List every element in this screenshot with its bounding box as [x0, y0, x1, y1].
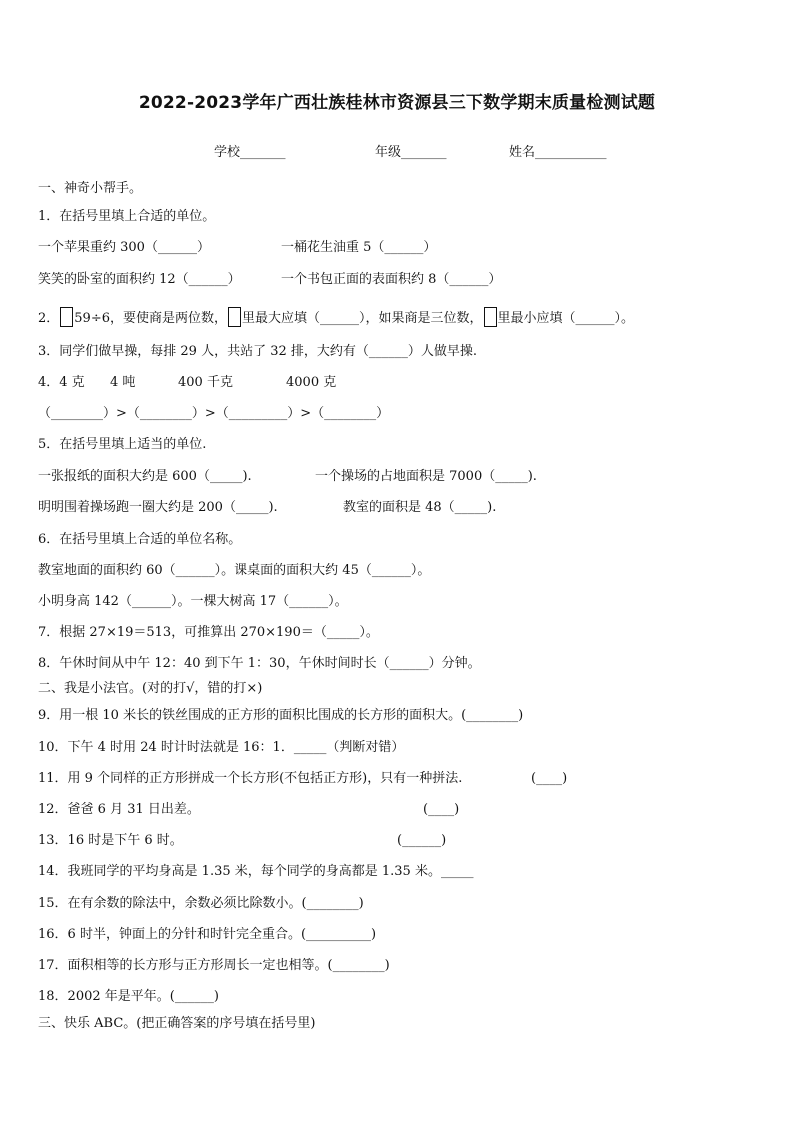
digit-box[interactable]	[60, 307, 73, 327]
digit-box[interactable]	[484, 307, 497, 327]
question-line: 18．2002 年是平年。(______)	[38, 989, 219, 1004]
question-line: 1．在括号里填上合适的单位。	[38, 209, 216, 224]
q2-expression: 59÷6，要使商是两位数，	[74, 311, 227, 326]
q2-number: 2．	[38, 311, 60, 326]
question-line: 15．在有余数的除法中，余数必须比除数小。(________)	[38, 896, 364, 911]
question-line: 12．爸爸 6 月 31 日出差。	[38, 802, 200, 817]
q2-clause-1: 里最大应填（______），如果商是三位数，	[242, 311, 483, 326]
question-line: 11．用 9 个同样的正方形拼成一个长方形(不包括正方形)，只有一种拼法.	[38, 771, 463, 786]
question-line: 4．4 克	[38, 375, 85, 390]
question-line: 16．6 时半，钟面上的分针和时针完全重合。(__________)	[38, 927, 377, 942]
question-line: (______)	[397, 833, 447, 848]
section-heading: 三、快乐 ABC。(把正确答案的序号填在括号里)	[38, 1016, 316, 1031]
section-heading: 二、我是小法官。(对的打√，错的打×)	[38, 681, 263, 696]
section-heading: 一、神奇小帮手。	[38, 181, 143, 196]
grade-field[interactable]: 年级_______	[375, 145, 447, 160]
question-line: 14．我班同学的平均身高是 1.35 米，每个同学的身高都是 1.35 米。_____	[38, 864, 474, 879]
digit-box[interactable]	[228, 307, 241, 327]
question-line: 7．根据 27×19＝513，可推算出 270×190＝（_____）。	[38, 625, 379, 640]
question-line: （________）>（________）>（_________）>（________）	[38, 406, 390, 421]
question-line: 10．下午 4 时用 24 时计时法就是 16：1．_____（判断对错）	[38, 740, 405, 755]
question-line: 6．在括号里填上合适的单位名称。	[38, 532, 242, 547]
name-field[interactable]: 姓名___________	[509, 145, 607, 160]
question-line: (____)	[531, 771, 568, 786]
question-line: 教室的面积是 48（_____).	[343, 500, 497, 515]
question-line: 400 千克	[178, 375, 233, 390]
question-line: 一个操场的占地面积是 7000（_____).	[315, 469, 537, 484]
question-line: 8．午休时间从中午 12：40 到下午 1：30，午休时间时长（______）分钟。	[38, 656, 481, 671]
question-line: 4 吨	[110, 375, 136, 390]
question-line: 9．用一根 10 米长的铁丝围成的正方形的面积比围成的长方形的面积大。(________)	[38, 708, 524, 723]
question-line: 一桶花生油重 5（______）	[281, 240, 437, 255]
question-2	[38, 307, 634, 327]
question-line: (____)	[423, 802, 460, 817]
question-line: 17．面积相等的长方形与正方形周长一定也相等。(________)	[38, 958, 390, 973]
question-line: 一张报纸的面积大约是 600（_____).	[38, 469, 252, 484]
question-line: 3．同学们做早操，每排 29 人，共站了 32 排，大约有（______）人做早操.	[38, 344, 478, 359]
question-line: 4000 克	[286, 375, 337, 390]
q2-clause-2: 里最小应填（______）。	[497, 311, 635, 326]
page-title: 2022-2023学年广西壮族桂林市资源县三下数学期末质量检测试题	[138, 93, 656, 113]
question-line: 明明围着操场跑一圈大约是 200（_____).	[38, 500, 278, 515]
question-line: 小明身高 142（______）。一棵大树高 17（______）。	[38, 594, 348, 609]
question-line: 13．16 时是下午 6 时。	[38, 833, 183, 848]
question-line: 一个苹果重约 300（______）	[38, 240, 210, 255]
question-line: 一个书包正面的表面积约 8（______）	[281, 272, 502, 287]
question-line: 笑笑的卧室的面积约 12（______）	[38, 272, 241, 287]
question-line: 5．在括号里填上适当的单位.	[38, 437, 207, 452]
question-line: 教室地面的面积约 60（______）。课桌面的面积大约 45（______）。	[38, 563, 431, 578]
school-field[interactable]: 学校_______	[214, 145, 286, 160]
